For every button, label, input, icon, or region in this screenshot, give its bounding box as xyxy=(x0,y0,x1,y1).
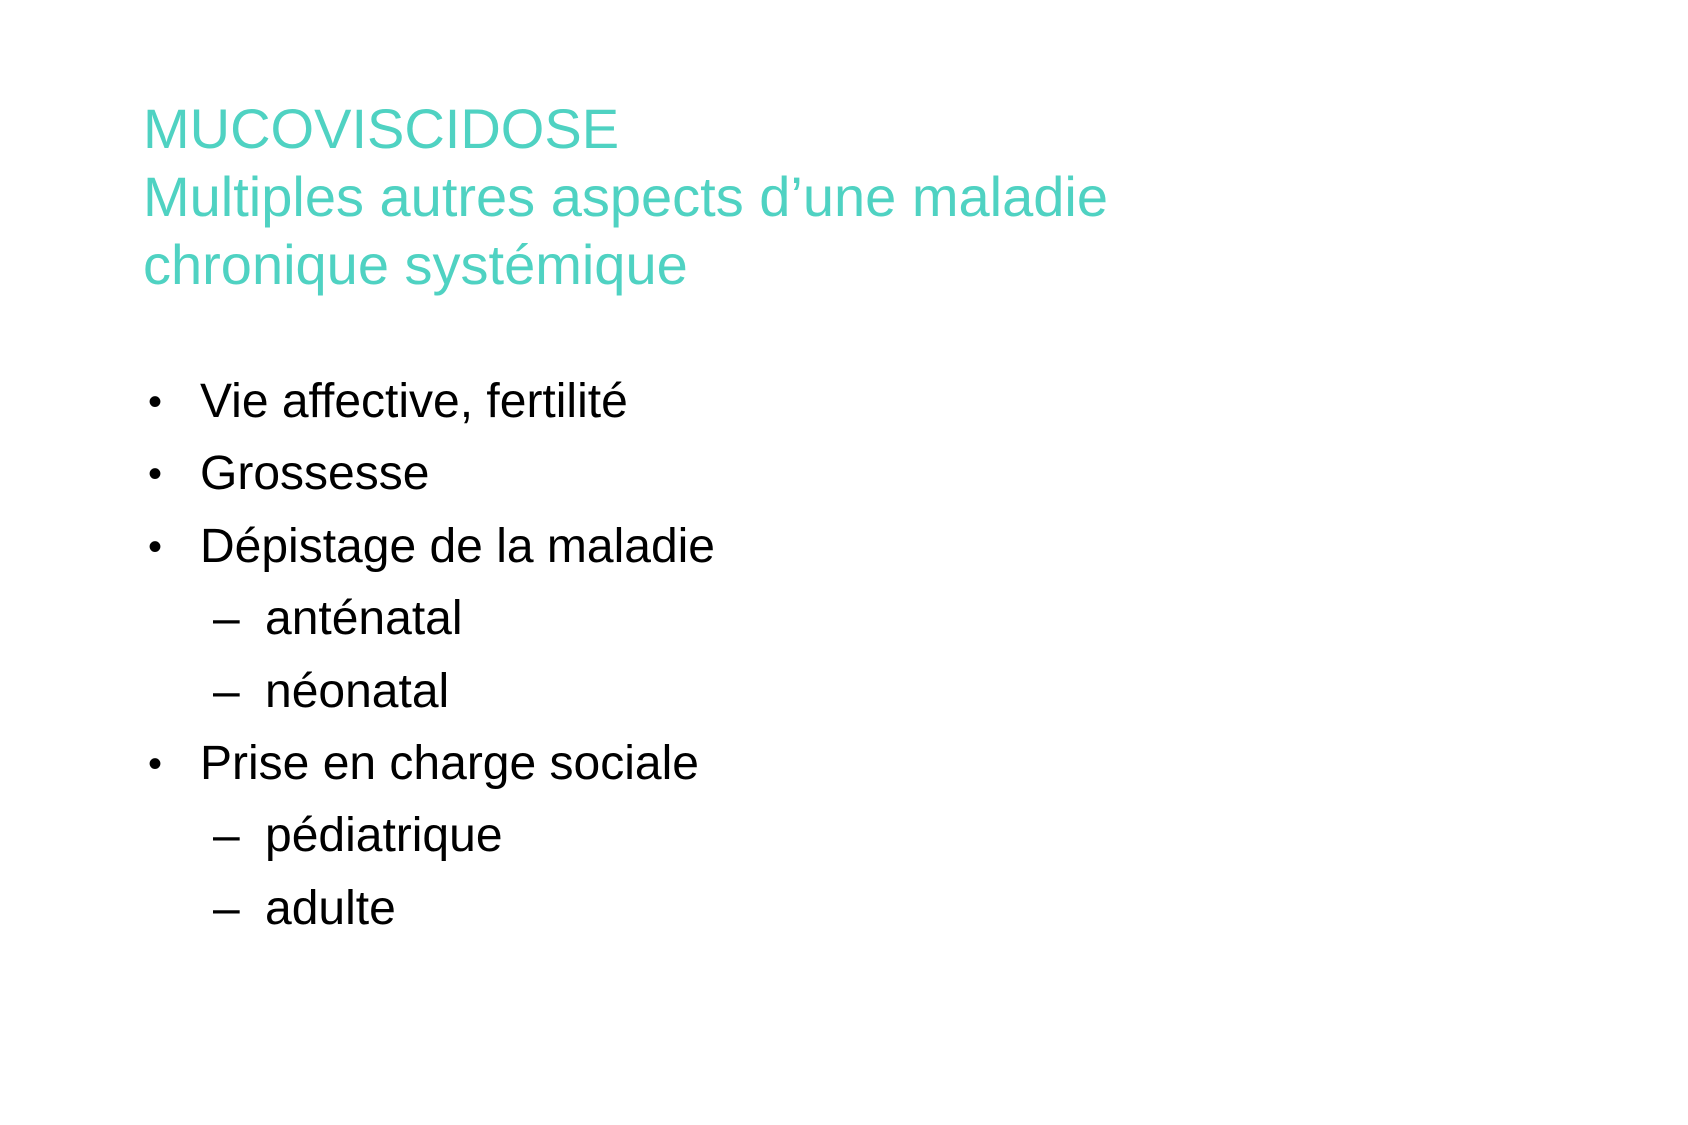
bullet-item-grossesse xyxy=(143,438,715,510)
bullet-text: Grossesse xyxy=(200,447,430,501)
slide-title xyxy=(143,95,1543,299)
sub-item-neonatal xyxy=(143,656,715,728)
bullet-text: Prise en charge sociale xyxy=(200,736,699,790)
sub-item-pediatrique xyxy=(143,800,715,872)
sub-item-text: pédiatrique xyxy=(265,809,503,863)
dash-marker: – xyxy=(213,664,240,718)
sub-item-antenatal xyxy=(143,583,715,655)
bullet-marker: • xyxy=(148,524,163,569)
dash-marker: – xyxy=(213,809,240,863)
bullet-list xyxy=(143,366,715,945)
bullet-marker: • xyxy=(148,741,163,786)
bullet-text: Dépistage de la maladie xyxy=(200,519,715,573)
bullet-marker: • xyxy=(148,452,163,497)
dash-marker: – xyxy=(213,881,240,935)
bullet-item-prise-en-charge xyxy=(143,728,715,800)
bullet-text: Vie affective, fertilité xyxy=(200,375,628,428)
bullet-item-vie-affective xyxy=(143,366,715,438)
title-line-3: chronique systémique xyxy=(143,233,688,296)
title-line-2: Multiples autres aspects d’une maladie xyxy=(143,165,1108,228)
title-line-1: MUCOVISCIDOSE xyxy=(143,97,620,160)
dash-marker: – xyxy=(213,592,240,646)
sub-item-adulte xyxy=(143,873,715,945)
sub-item-text: adulte xyxy=(265,881,396,935)
bullet-item-depistage xyxy=(143,511,715,583)
sub-item-text: néonatal xyxy=(265,664,450,718)
sub-item-text: anténatal xyxy=(265,592,463,646)
bullet-marker: • xyxy=(148,380,163,424)
